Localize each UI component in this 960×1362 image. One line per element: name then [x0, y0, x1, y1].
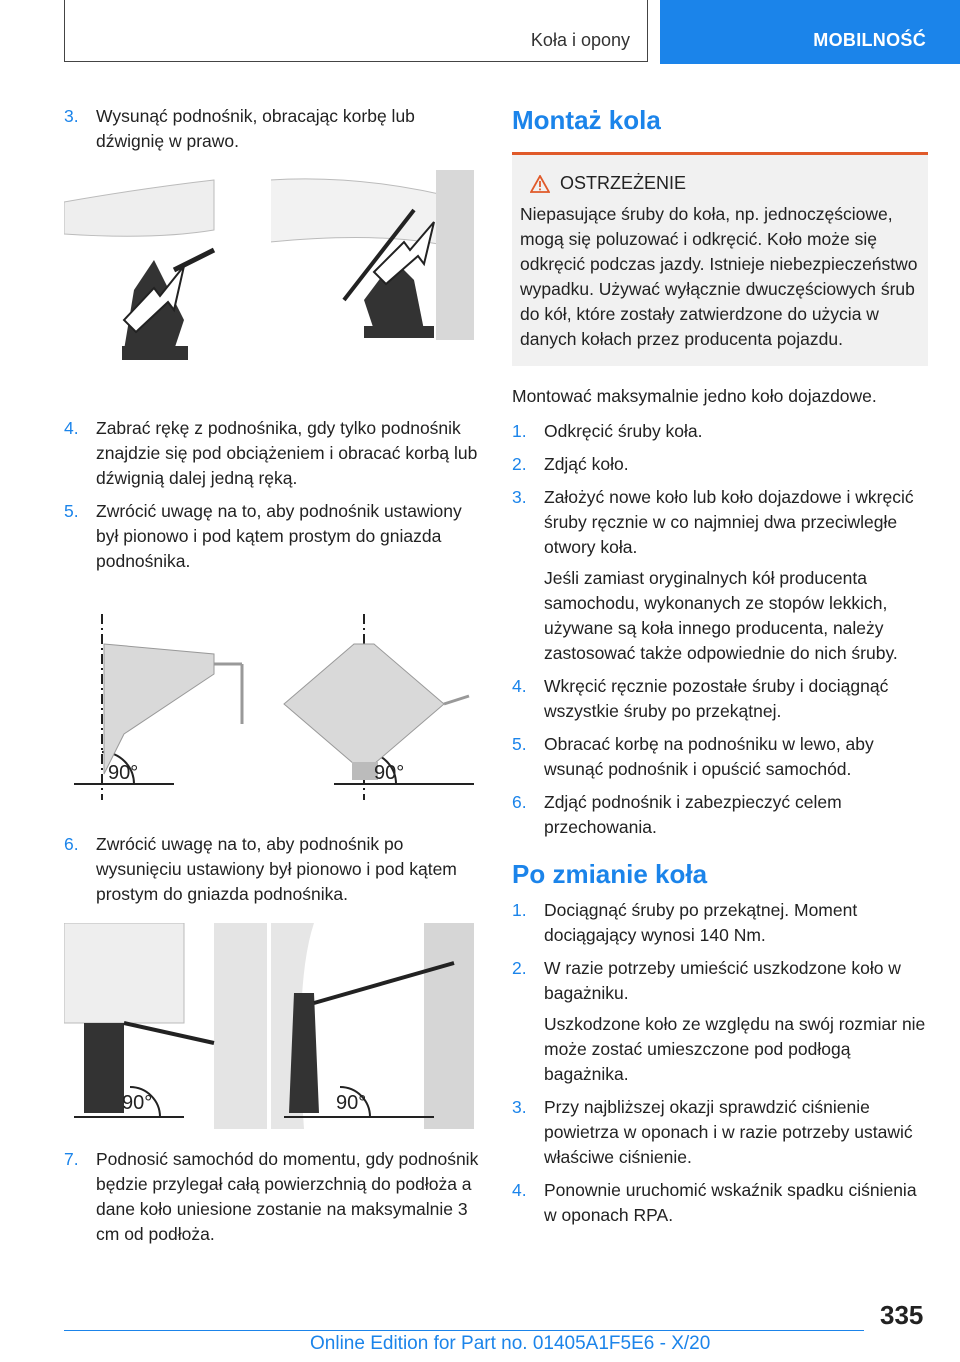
- step-text: Podnosić samochód do momentu, gdy podnośnik będzie przylegał całą powierzchnią do podłoża a dane koło uniesione zostanie na maksymalnie 3 cm od podłoża.: [96, 1149, 479, 1244]
- page-number: 335: [880, 1300, 924, 1330]
- jack-extended-illustration: [64, 923, 474, 1129]
- after-step-4: [512, 1178, 928, 1228]
- footer-rule: [64, 1330, 864, 1331]
- step-number: 1.: [512, 421, 527, 441]
- step-number: 2.: [512, 958, 527, 978]
- step-note: Uszkodzone koło ze względu na swój rozmiar nie może zostać umieszczone pod podłogą bagażnika.: [544, 1014, 926, 1084]
- step-7: [64, 1147, 480, 1247]
- angle-label: 90°: [374, 762, 405, 784]
- mount-step-3: [512, 485, 928, 666]
- step-number: 3.: [512, 487, 527, 507]
- step-number: 6.: [512, 792, 527, 812]
- step-text: Wysunąć podnośnik, obracając korbę lub dźwignię w prawo.: [96, 106, 415, 151]
- step-3: [64, 104, 480, 154]
- step-number: 4.: [512, 1180, 527, 1200]
- chapter-tab[interactable]: [660, 0, 960, 64]
- step-number: 1.: [512, 900, 527, 920]
- step-note: Jeśli zamiast oryginalnych kół producenta samochodu, wykonanych ze stopów lekkich, używane są koła innego producenta, należy zastosować także odpowiednie do nich śruby.: [544, 568, 898, 663]
- mount-step-2: [512, 452, 928, 477]
- step-5: [64, 499, 480, 574]
- intro-text: Montować maksymalnie jedno koło dojazdowe.: [512, 386, 877, 406]
- section-title: Koła i opony: [530, 30, 630, 50]
- step-number: 4.: [512, 676, 527, 696]
- step-text: Zdjąć koło.: [544, 454, 629, 474]
- left-column: [64, 104, 480, 1255]
- step-text: W razie potrzeby umieścić uszkodzone koło w bagażniku.: [544, 958, 901, 1003]
- step-text: Przy najbliższej okazji sprawdzić ciśnienie powietrza w oponach i w razie potrzeby ustawić właściwe ciśnienie.: [544, 1097, 913, 1167]
- step-text: Dociągnąć śruby po przekątnej. Moment dociągający wynosi 140 Nm.: [544, 900, 858, 945]
- angle-label: 90°: [108, 762, 139, 784]
- step-text: Obracać korbę na podnośniku w lewo, aby wsunąć podnośnik i opuścić samochód.: [544, 734, 874, 779]
- mount-step-5: [512, 732, 928, 782]
- warning-title: OSTRZEŻENIE: [560, 173, 687, 193]
- step-text: Ponownie uruchomić wskaźnik spadku ciśnienia w oponach RPA.: [544, 1180, 917, 1225]
- angle-label: 90°: [122, 1092, 153, 1114]
- warning-text: Niepasujące śruby do koła, np. jednoczęściowe, mogą się poluzować i odkręcić. Koło może się odkręcić podczas jazdy. Istnieje niebezpieczeństwo wypadku. Używać wyłącznie dwuczęściowych śrub do kół, które zostały zatwierdzone do użycia w danych kołach przez producenta pojazdu.: [520, 204, 918, 349]
- step-number: 4.: [64, 418, 79, 438]
- step-number: 3.: [512, 1097, 527, 1117]
- warning-title-row: [530, 171, 920, 196]
- warning-box: [512, 152, 928, 366]
- right-column: [512, 104, 928, 1236]
- heading-after-wheel-change: Po zmianie koła: [512, 859, 708, 889]
- step-text: Zdjąć podnośnik i zabezpieczyć celem przechowania.: [544, 792, 842, 837]
- figure-jack-crank: [64, 170, 480, 398]
- step-6: [64, 832, 480, 907]
- jack-crank-illustration: [64, 170, 474, 398]
- figure-jack-angle: [64, 614, 480, 814]
- mount-step-1: [512, 419, 928, 444]
- after-step-2: [512, 956, 928, 1087]
- step-number: 6.: [64, 834, 79, 854]
- footer-edition: Online Edition for Part no. 01405A1F5E6 - X/20: [310, 1333, 711, 1354]
- step-text: Zabrać rękę z podnośnika, gdy tylko podnośnik znajdzie się pod obciążeniem i obracać korbą lub dźwignią dalej jedną ręką.: [96, 418, 478, 488]
- after-step-1: [512, 898, 928, 948]
- step-number: 7.: [64, 1149, 79, 1169]
- figure-jack-extended: [64, 923, 480, 1129]
- step-number: 5.: [512, 734, 527, 754]
- step-4: [64, 416, 480, 491]
- after-step-3: [512, 1095, 928, 1170]
- heading-wheel-mounting: Montaż kola: [512, 105, 661, 135]
- step-text: Zwrócić uwagę na to, aby podnośnik ustawiony był pionowo i pod kątem prostym do gniazda podnośnika.: [96, 501, 462, 571]
- step-number: 5.: [64, 501, 79, 521]
- chapter-tab-label: MOBILNOŚĆ: [813, 30, 926, 50]
- step-text: Zwrócić uwagę na to, aby podnośnik po wysunięciu ustawiony był pionowo i pod kątem prostym do gniazda podnośnika.: [96, 834, 457, 904]
- step-text: Założyć nowe koło lub koło dojazdowe i wkręcić śruby ręcznie w co najmniej dwa przeciwległe otwory koła.: [544, 487, 914, 557]
- step-number: 2.: [512, 454, 527, 474]
- jack-angle-diagram: [64, 614, 474, 814]
- mounting-steps: [512, 419, 928, 840]
- step-text: Odkręcić śruby koła.: [544, 421, 703, 441]
- step-number: 3.: [64, 106, 79, 126]
- mount-step-4: [512, 674, 928, 724]
- after-change-steps: [512, 898, 928, 1228]
- warning-triangle-icon: [530, 175, 550, 193]
- mount-step-6: [512, 790, 928, 840]
- angle-label: 90°: [336, 1092, 367, 1114]
- step-text: Wkręcić ręcznie pozostałe śruby i dociągnąć wszystkie śruby po przekątnej.: [544, 676, 889, 721]
